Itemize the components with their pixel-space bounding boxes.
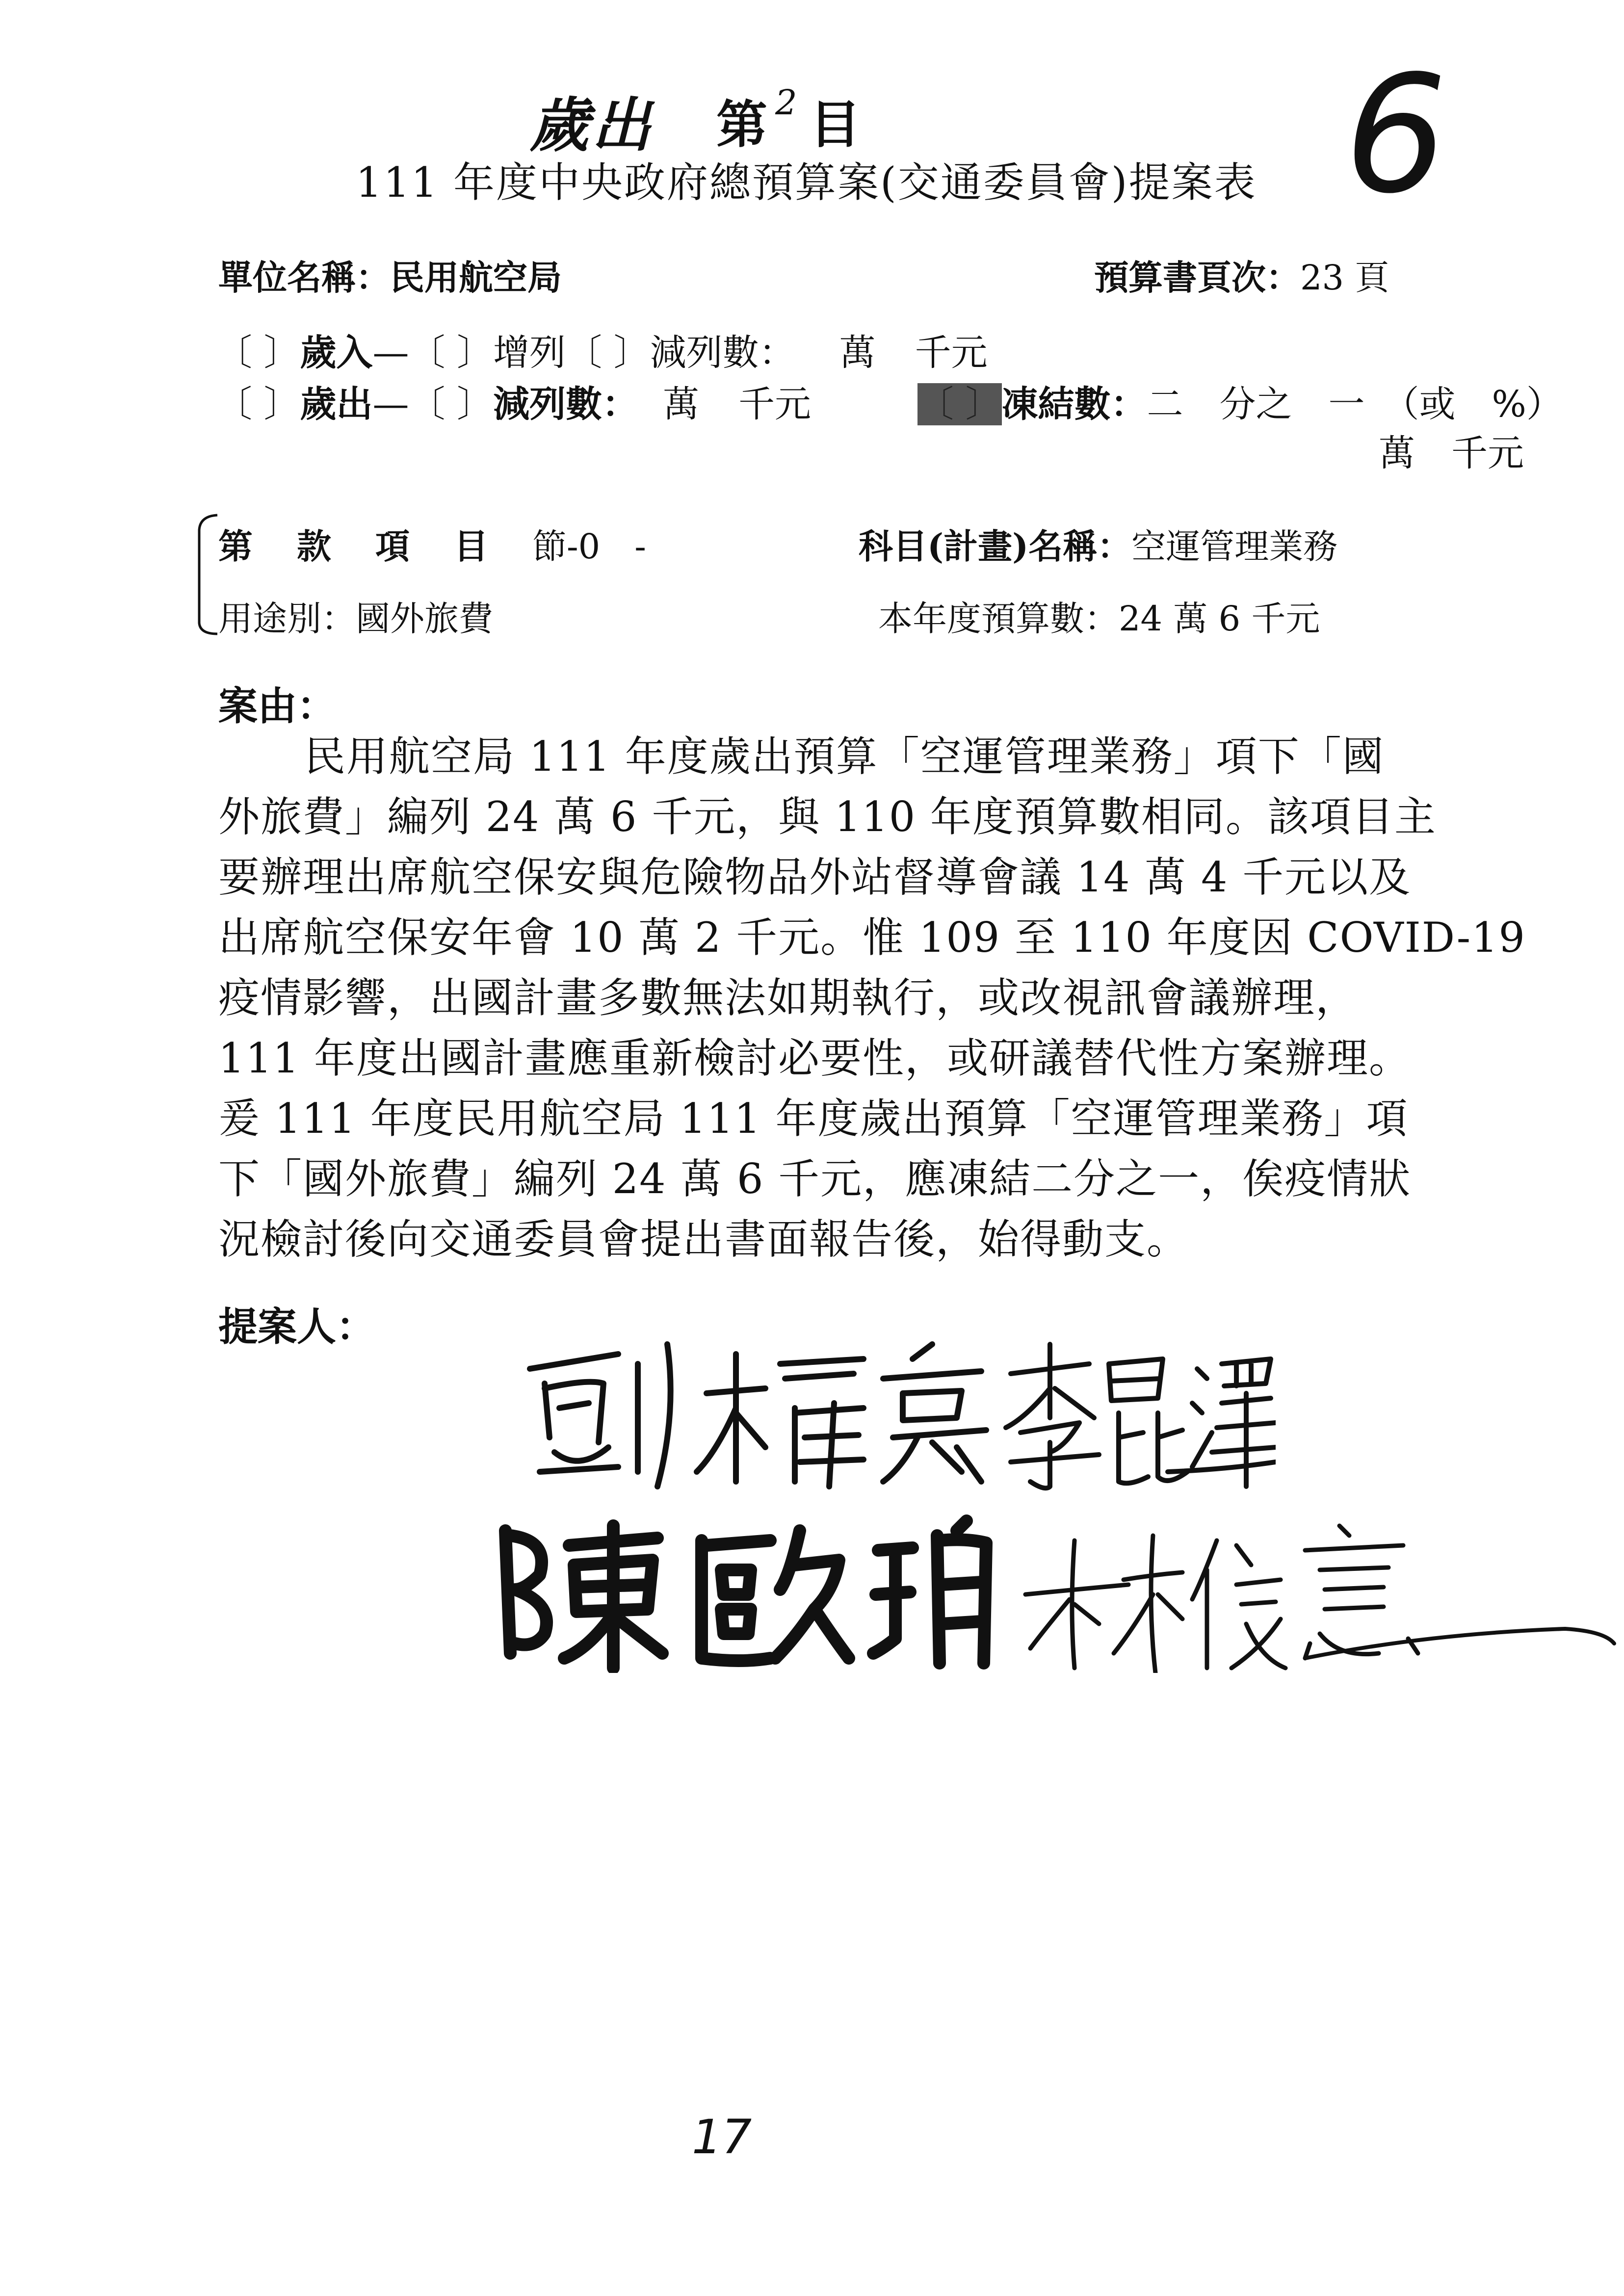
revenue-increase-bracket: 〔 〕 xyxy=(409,332,494,374)
freeze-checkbox: 〔 〕 xyxy=(917,383,1002,425)
subject-name xyxy=(859,519,1337,569)
reason-line: 民用航空局 111 年度歲出預算「空運管理業務」項下「國 xyxy=(304,732,1385,781)
signature-row2 xyxy=(496,1511,1619,1673)
subject-label: 科目(計畫)名稱： xyxy=(859,526,1132,567)
revenue-unit-wan: 萬 xyxy=(839,332,876,374)
freeze-units: 萬 千元 xyxy=(1379,432,1524,474)
expenditure-kind: 歲出 xyxy=(300,383,373,425)
expenditure-decrease: 減列數： xyxy=(493,383,639,425)
purpose xyxy=(218,591,493,641)
budget-label: 本年度預算數： xyxy=(878,599,1119,639)
item-prefix: 第 xyxy=(716,94,768,155)
revenue-dash: — xyxy=(372,332,409,374)
classification-jie-dash: - xyxy=(634,526,646,567)
expenditure-unit-qian: 千元 xyxy=(738,383,812,425)
reason-line: 出席航空保安年會 10 萬 2 千元。惟 109 至 110 年度因 COVID-19 xyxy=(218,913,1526,962)
reason-heading: 案由： xyxy=(218,683,336,729)
revenue-decrease: 減列數： xyxy=(650,332,795,374)
reason-line: 下「國外旅費」編列 24 萬 6 千元，應凍結二分之一，俟疫情狀 xyxy=(218,1155,1412,1203)
expenditure-bracket: 〔 〕 xyxy=(216,383,300,425)
proposer-label: 提案人： xyxy=(218,1304,375,1350)
unit-name xyxy=(218,250,562,300)
subject-value: 空運管理業務 xyxy=(1131,526,1338,567)
freeze-label: 凍結數： xyxy=(1001,383,1147,425)
item-suffix: 目 xyxy=(810,94,861,155)
expenditure-decrease-bracket: 〔 〕 xyxy=(409,383,494,425)
revenue-bracket: 〔 〕 xyxy=(216,332,300,374)
expenditure-line xyxy=(216,375,811,427)
reason-line: 疫情影響，出國計畫多數無法如期執行，或改視訊會議辦理， xyxy=(218,974,1358,1022)
revenue-line xyxy=(216,324,988,376)
freeze-amount xyxy=(917,375,1563,427)
reason-line: 111 年度出國計畫應重新檢討必要性，或研議替代性方案辦理。 xyxy=(218,1034,1412,1082)
unit-label: 單位名稱： xyxy=(218,257,390,298)
reason-line: 外旅費」編列 24 萬 6 千元，與 110 年度預算數相同。該項目主 xyxy=(218,793,1437,841)
budget-book-page xyxy=(1094,250,1389,300)
reason-line: 要辦理出席航空保安與危險物品外站督導會議 14 萬 4 千元以及 xyxy=(218,853,1412,901)
page-value: 23 頁 xyxy=(1300,258,1389,298)
revenue-kind: 歲入 xyxy=(300,332,373,374)
budget-amount xyxy=(878,591,1320,641)
classification-brace xyxy=(190,510,220,638)
budget-value: 24 萬 6 千元 xyxy=(1119,599,1320,639)
classification-xiang: 項 xyxy=(375,526,410,567)
signature-row1 xyxy=(491,1325,1276,1501)
unit-value: 民用航空局 xyxy=(390,257,562,298)
category-handwritten: 歲出 xyxy=(530,91,654,160)
freeze-value: 二 分之 一 （或 %） xyxy=(1147,383,1563,425)
item-number-handwritten: 2 xyxy=(775,82,797,123)
classification-kuan-prefix: 第 xyxy=(218,526,253,567)
form-title: 111 年度中央政府總預算案(交通委員會)提案表 xyxy=(356,158,1257,207)
page-number-handwritten: 17 xyxy=(692,2110,752,2165)
revenue-increase: 增列 xyxy=(493,332,566,374)
revenue-unit-qian: 千元 xyxy=(915,332,988,374)
page-label: 預算書頁次： xyxy=(1094,257,1300,298)
reason-line: 爰 111 年度民用航空局 111 年度歲出預算「空運管理業務」項 xyxy=(218,1095,1409,1143)
proposal-number-handwritten: 6 xyxy=(1344,41,1447,229)
revenue-decrease-bracket: 〔 〕 xyxy=(566,332,650,374)
reason-line: 況檢討後向交通委員會提出書面報告後，始得動支。 xyxy=(218,1215,1189,1263)
expenditure-unit-wan: 萬 xyxy=(663,383,700,425)
purpose-label: 用途別： xyxy=(218,599,356,639)
classification-mu: 目 xyxy=(454,526,488,567)
classification-jie: 節-0 xyxy=(532,526,601,567)
classification-line1 xyxy=(218,519,646,569)
classification-kuan: 款 xyxy=(297,526,331,567)
expenditure-dash: — xyxy=(372,383,409,425)
purpose-value: 國外旅費 xyxy=(356,599,493,639)
